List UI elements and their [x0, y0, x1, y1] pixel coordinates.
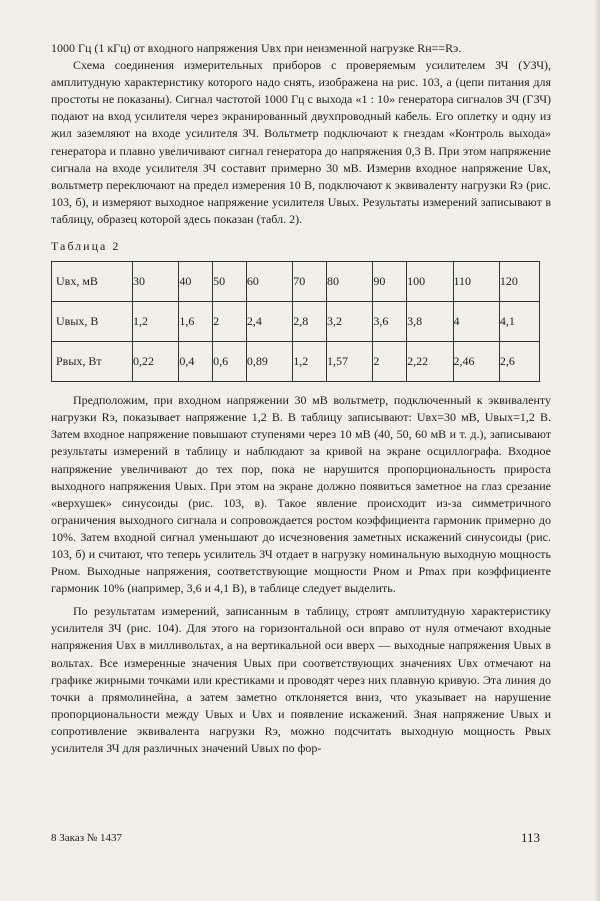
table-caption: Таблица 2: [51, 239, 121, 254]
table-cell: 90: [373, 262, 407, 302]
table-cell: 30: [133, 262, 179, 302]
table-cell: 3,6: [373, 302, 407, 342]
table-cell: 4,1: [499, 302, 539, 342]
row-label-pout: Pвых, Вт: [52, 342, 133, 382]
table-cell: 80: [326, 262, 372, 302]
page-edge-shadow: [594, 0, 600, 901]
table-cell: 2,4: [246, 302, 292, 342]
page-number: 113: [520, 830, 540, 845]
paragraph-continuation: 1000 Гц (1 кГц) от входного напряжения Uвх при неизменной нагрузке Rн==Rэ.: [51, 41, 462, 55]
table-cell: 2,22: [407, 342, 453, 382]
table-cell: 1,2: [293, 342, 327, 382]
table-row: [52, 262, 540, 302]
print-signature: 8 Заказ № 1437: [51, 832, 123, 844]
table-cell: 110: [453, 262, 499, 302]
table-cell: 120: [499, 262, 539, 302]
table-cell: 2: [213, 302, 247, 342]
table-cell: 70: [293, 262, 327, 302]
row-label-uin: Uвх, мВ: [52, 262, 133, 302]
table-cell: 50: [213, 262, 247, 302]
table-cell: 0,4: [179, 342, 213, 382]
page-body: [51, 40, 551, 757]
table-row: [52, 342, 540, 382]
table-cell: 1,2: [133, 302, 179, 342]
table-cell: 100: [407, 262, 453, 302]
measurement-table: [51, 261, 540, 382]
table-cell: 3,8: [407, 302, 453, 342]
row-label-uout: Uвых, В: [52, 302, 133, 342]
table-cell: 0,6: [213, 342, 247, 382]
table-cell: 0,22: [133, 342, 179, 382]
table-cell: 60: [246, 262, 292, 302]
table-cell: 2,46: [453, 342, 499, 382]
paragraph-procedure: Предположим, при входном напряжении 30 мВ вольтметр, подключенный к эквиваленту нагрузки Rэ, показывает напряжение 1,2 В. В таблицу записывают: Uвх=30 мВ, Uвых=1,2 В. Затем входное напряжение повышают ступенями через 10 мВ (40, 50, 60 мВ и т. д.), записывают результаты измерений в таблицу и наблюдают за кривой на экране осциллографа. Входное напряжение увеличивают до тех пор, пока не нарушится пропорциональность прироста выходного напряжения Uвых. При этом на экране должно появиться заметное на глаз срезание «верхушек» синусоиды (рис. 103, в). Такое явление происходит из-за симметричного ограничения выходного сигнала и сопровождается ростом коэффициента гармоник примерно до 10%. Затем входной сигнал уменьшают до исчезновения заметных искажений синусоиды (рис. 103, б) и считают, что теперь усилитель ЗЧ отдает в нагрузку номинальную выходную мощность Pном. Выходные напряжения, соответствующие мощности Pном и Pmax при коэффициенте гармоник 10% (например, 3,6 и 4,1 В), в таблице следует выделить.: [51, 393, 551, 596]
table-cell: 4: [453, 302, 499, 342]
paragraph-measurement-setup: Схема соединения измерительных приборов с проверяемым усилителем ЗЧ (УЗЧ), амплитудную характеристику которого надо снять, изображена на рис. 103, а (цепи питания для простоты не показаны). Сигнал частотой 1000 Гц с выхода «1 : 10» генератора сигналов ЗЧ (ГЗЧ) подают на вход усилителя через экранированный двухпроводный кабель. Его оплетку и одну из жил заземляют на входе усилителя ЗЧ. Вольтметр подключают к гнездам «Контроль выхода» генератора и плавно увеличивают сигнал генератора до напряжения 0,3 В. При этом напряжение сигнала на входе усилителя ЗЧ составит примерно 30 мВ. Измерив входное напряжение Uвх, вольтметр переключают на предел измерения 10 В, подключают к эквиваленту нагрузки Rэ (рис. 103, б), и измеряют выходное напряжение усилителя Uвых. Результаты измерений записывают в таблицу, образец которой здесь показан (табл. 2).: [51, 58, 551, 226]
paragraph-amplitude-characteristic: По результатам измерений, записанным в таблицу, строят амплитудную характеристику усилителя ЗЧ (рис. 104). Для этого на горизонтальной оси вправо от нуля отмечают входные напряжения Uвх в милливольтах, а на вертикальной оси вверх — выходные напряжения Uвых в вольтах. Все измеренные значения Uвых при соответствующих значениях Uвх отмечают на графике жирными точками или крестиками и проводят через них плавную кривую. Эта линия до точки а прямолинейна, а затем заметно отклоняется вниз, что указывает на нарушение пропорциональности между Uвых и Uвх и появление искажений. Зная напряжение Uвых и сопротивление эквивалента нагрузки Rэ, можно подсчитать выходную мощность Pвых усилителя ЗЧ для различных значений Uвых по фор-: [51, 604, 551, 755]
table-cell: 3,2: [326, 302, 372, 342]
table-row: [52, 302, 540, 342]
table-cell: 0,89: [246, 342, 292, 382]
table-cell: 1,57: [326, 342, 372, 382]
table-cell: 2: [373, 342, 407, 382]
table-cell: 1,6: [179, 302, 213, 342]
table-cell: 2,6: [499, 342, 539, 382]
table-cell: 40: [179, 262, 213, 302]
table-cell: 2,8: [293, 302, 327, 342]
